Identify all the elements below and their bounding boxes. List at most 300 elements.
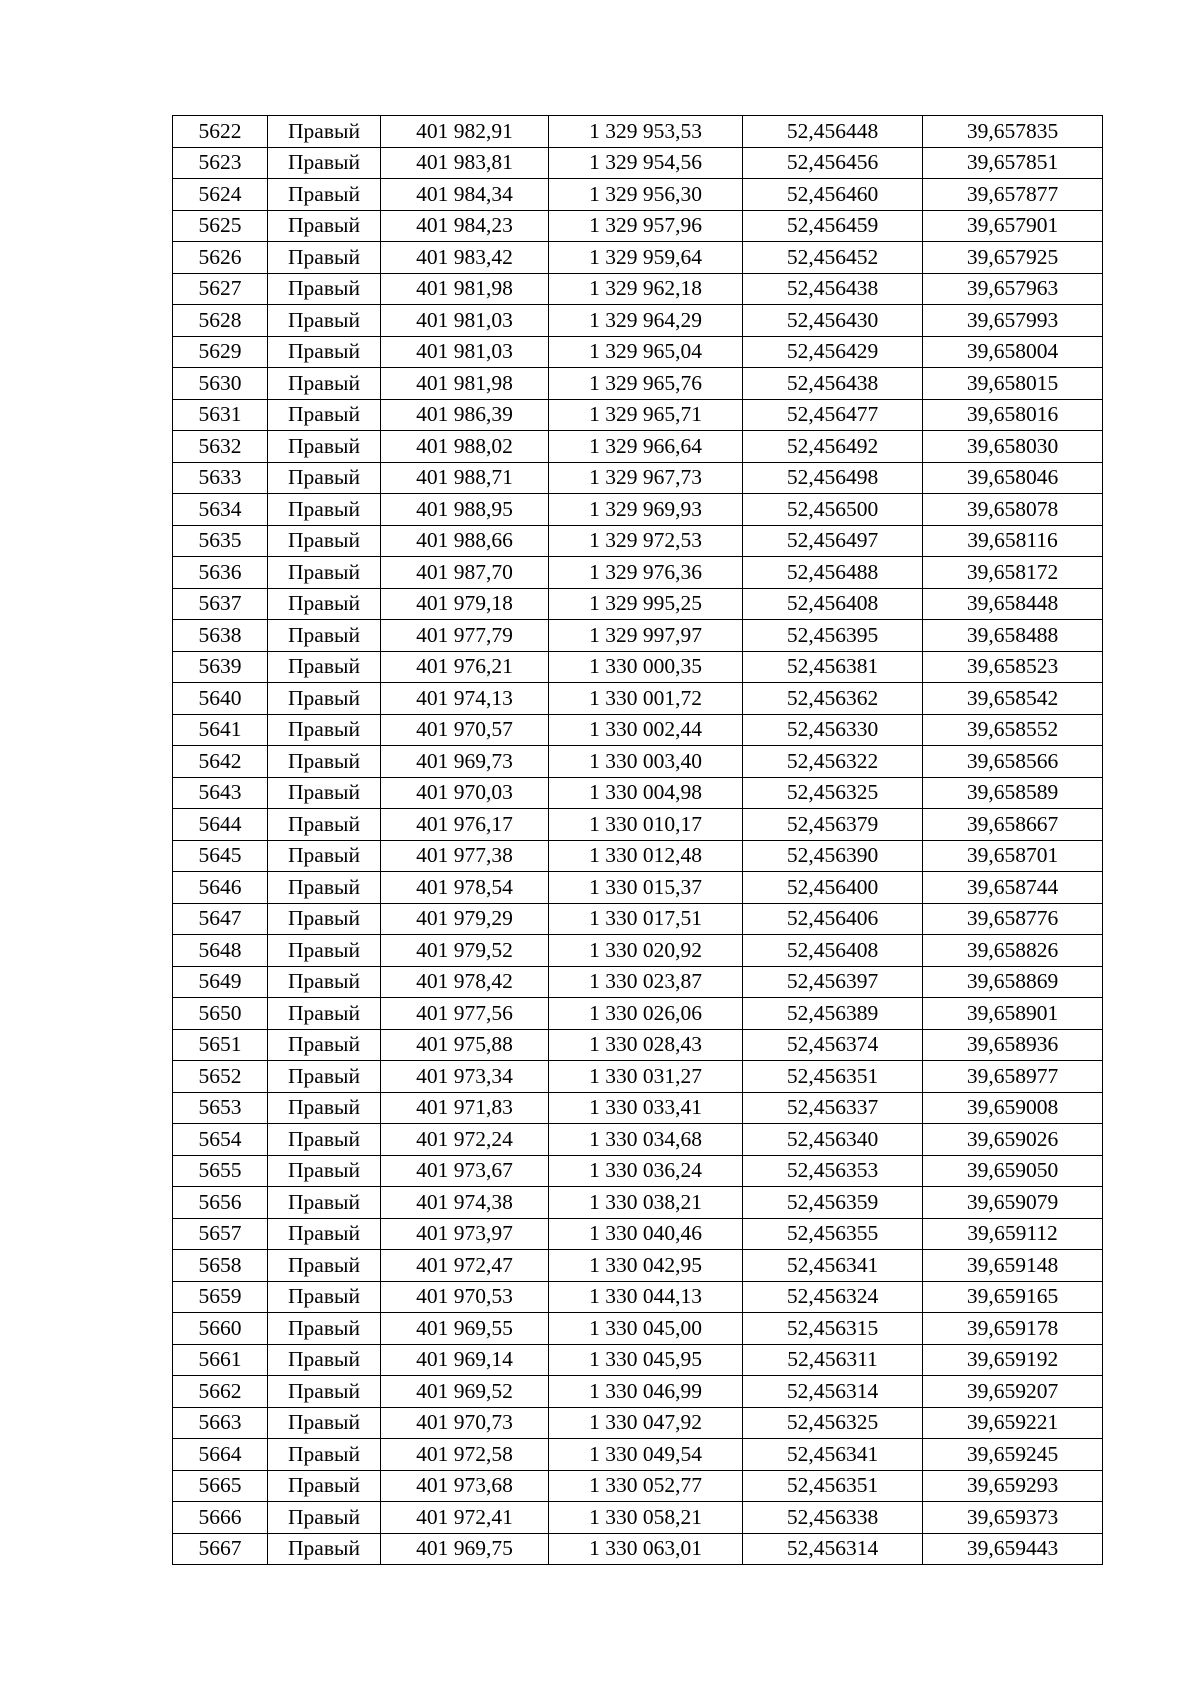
point-number-cell: 5628 bbox=[173, 305, 268, 337]
x-coordinate-cell: 401 971,83 bbox=[381, 1092, 549, 1124]
x-coordinate-cell: 401 977,56 bbox=[381, 998, 549, 1030]
table-row bbox=[173, 1533, 1103, 1565]
x-coordinate-cell: 401 970,73 bbox=[381, 1407, 549, 1439]
table-row bbox=[173, 116, 1103, 148]
side-cell: Правый bbox=[268, 399, 381, 431]
table-row bbox=[173, 1187, 1103, 1219]
table-row bbox=[173, 809, 1103, 841]
y-coordinate-cell: 1 330 028,43 bbox=[549, 1029, 743, 1061]
table-row bbox=[173, 935, 1103, 967]
longitude-cell: 39,657835 bbox=[923, 116, 1103, 148]
point-number-cell: 5625 bbox=[173, 210, 268, 242]
longitude-cell: 39,658542 bbox=[923, 683, 1103, 715]
side-cell: Правый bbox=[268, 1092, 381, 1124]
side-cell: Правый bbox=[268, 935, 381, 967]
latitude-cell: 52,456390 bbox=[743, 840, 923, 872]
latitude-cell: 52,456353 bbox=[743, 1155, 923, 1187]
latitude-cell: 52,456497 bbox=[743, 525, 923, 557]
side-cell: Правый bbox=[268, 620, 381, 652]
longitude-cell: 39,658030 bbox=[923, 431, 1103, 463]
x-coordinate-cell: 401 979,29 bbox=[381, 903, 549, 935]
latitude-cell: 52,456498 bbox=[743, 462, 923, 494]
y-coordinate-cell: 1 329 969,93 bbox=[549, 494, 743, 526]
table-row bbox=[173, 273, 1103, 305]
side-cell: Правый bbox=[268, 305, 381, 337]
y-coordinate-cell: 1 330 017,51 bbox=[549, 903, 743, 935]
table-row bbox=[173, 620, 1103, 652]
side-cell: Правый bbox=[268, 1376, 381, 1408]
x-coordinate-cell: 401 984,23 bbox=[381, 210, 549, 242]
longitude-cell: 39,658172 bbox=[923, 557, 1103, 589]
latitude-cell: 52,456355 bbox=[743, 1218, 923, 1250]
point-number-cell: 5662 bbox=[173, 1376, 268, 1408]
latitude-cell: 52,456460 bbox=[743, 179, 923, 211]
y-coordinate-cell: 1 330 001,72 bbox=[549, 683, 743, 715]
latitude-cell: 52,456315 bbox=[743, 1313, 923, 1345]
latitude-cell: 52,456362 bbox=[743, 683, 923, 715]
longitude-cell: 39,659207 bbox=[923, 1376, 1103, 1408]
longitude-cell: 39,659050 bbox=[923, 1155, 1103, 1187]
point-number-cell: 5651 bbox=[173, 1029, 268, 1061]
y-coordinate-cell: 1 329 995,25 bbox=[549, 588, 743, 620]
table-row bbox=[173, 746, 1103, 778]
side-cell: Правый bbox=[268, 777, 381, 809]
table-row bbox=[173, 1250, 1103, 1282]
y-coordinate-cell: 1 329 962,18 bbox=[549, 273, 743, 305]
y-coordinate-cell: 1 330 040,46 bbox=[549, 1218, 743, 1250]
table-row bbox=[173, 1281, 1103, 1313]
x-coordinate-cell: 401 984,34 bbox=[381, 179, 549, 211]
side-cell: Правый bbox=[268, 431, 381, 463]
x-coordinate-cell: 401 974,13 bbox=[381, 683, 549, 715]
y-coordinate-cell: 1 330 000,35 bbox=[549, 651, 743, 683]
latitude-cell: 52,456429 bbox=[743, 336, 923, 368]
x-coordinate-cell: 401 986,39 bbox=[381, 399, 549, 431]
latitude-cell: 52,456314 bbox=[743, 1376, 923, 1408]
longitude-cell: 39,659373 bbox=[923, 1502, 1103, 1534]
table-row bbox=[173, 1344, 1103, 1376]
side-cell: Правый bbox=[268, 1029, 381, 1061]
side-cell: Правый bbox=[268, 903, 381, 935]
latitude-cell: 52,456374 bbox=[743, 1029, 923, 1061]
point-number-cell: 5664 bbox=[173, 1439, 268, 1471]
point-number-cell: 5640 bbox=[173, 683, 268, 715]
side-cell: Правый bbox=[268, 210, 381, 242]
point-number-cell: 5646 bbox=[173, 872, 268, 904]
table-row bbox=[173, 210, 1103, 242]
point-number-cell: 5663 bbox=[173, 1407, 268, 1439]
x-coordinate-cell: 401 972,58 bbox=[381, 1439, 549, 1471]
x-coordinate-cell: 401 973,67 bbox=[381, 1155, 549, 1187]
x-coordinate-cell: 401 983,42 bbox=[381, 242, 549, 274]
side-cell: Правый bbox=[268, 1313, 381, 1345]
y-coordinate-cell: 1 329 966,64 bbox=[549, 431, 743, 463]
side-cell: Правый bbox=[268, 462, 381, 494]
latitude-cell: 52,456492 bbox=[743, 431, 923, 463]
x-coordinate-cell: 401 987,70 bbox=[381, 557, 549, 589]
latitude-cell: 52,456351 bbox=[743, 1061, 923, 1093]
table-row bbox=[173, 1124, 1103, 1156]
point-number-cell: 5656 bbox=[173, 1187, 268, 1219]
y-coordinate-cell: 1 330 020,92 bbox=[549, 935, 743, 967]
latitude-cell: 52,456322 bbox=[743, 746, 923, 778]
x-coordinate-cell: 401 988,95 bbox=[381, 494, 549, 526]
x-coordinate-cell: 401 970,53 bbox=[381, 1281, 549, 1313]
table-row bbox=[173, 1029, 1103, 1061]
point-number-cell: 5644 bbox=[173, 809, 268, 841]
x-coordinate-cell: 401 978,42 bbox=[381, 966, 549, 998]
latitude-cell: 52,456406 bbox=[743, 903, 923, 935]
y-coordinate-cell: 1 330 045,00 bbox=[549, 1313, 743, 1345]
table-row bbox=[173, 1439, 1103, 1471]
y-coordinate-cell: 1 330 026,06 bbox=[549, 998, 743, 1030]
y-coordinate-cell: 1 330 049,54 bbox=[549, 1439, 743, 1471]
table-row bbox=[173, 1155, 1103, 1187]
point-number-cell: 5624 bbox=[173, 179, 268, 211]
x-coordinate-cell: 401 983,81 bbox=[381, 147, 549, 179]
y-coordinate-cell: 1 330 034,68 bbox=[549, 1124, 743, 1156]
longitude-cell: 39,657925 bbox=[923, 242, 1103, 274]
coordinates-table bbox=[172, 115, 1103, 1565]
x-coordinate-cell: 401 969,52 bbox=[381, 1376, 549, 1408]
side-cell: Правый bbox=[268, 746, 381, 778]
side-cell: Правый bbox=[268, 557, 381, 589]
longitude-cell: 39,658826 bbox=[923, 935, 1103, 967]
side-cell: Правый bbox=[268, 1502, 381, 1534]
x-coordinate-cell: 401 969,14 bbox=[381, 1344, 549, 1376]
point-number-cell: 5649 bbox=[173, 966, 268, 998]
y-coordinate-cell: 1 329 953,53 bbox=[549, 116, 743, 148]
latitude-cell: 52,456397 bbox=[743, 966, 923, 998]
latitude-cell: 52,456330 bbox=[743, 714, 923, 746]
y-coordinate-cell: 1 329 954,56 bbox=[549, 147, 743, 179]
side-cell: Правый bbox=[268, 1061, 381, 1093]
point-number-cell: 5635 bbox=[173, 525, 268, 557]
table-row bbox=[173, 777, 1103, 809]
side-cell: Правый bbox=[268, 494, 381, 526]
point-number-cell: 5629 bbox=[173, 336, 268, 368]
y-coordinate-cell: 1 330 015,37 bbox=[549, 872, 743, 904]
point-number-cell: 5666 bbox=[173, 1502, 268, 1534]
longitude-cell: 39,658667 bbox=[923, 809, 1103, 841]
latitude-cell: 52,456408 bbox=[743, 588, 923, 620]
longitude-cell: 39,657877 bbox=[923, 179, 1103, 211]
longitude-cell: 39,659443 bbox=[923, 1533, 1103, 1565]
y-coordinate-cell: 1 330 033,41 bbox=[549, 1092, 743, 1124]
x-coordinate-cell: 401 981,03 bbox=[381, 336, 549, 368]
table-row bbox=[173, 494, 1103, 526]
longitude-cell: 39,658744 bbox=[923, 872, 1103, 904]
table-row bbox=[173, 1376, 1103, 1408]
point-number-cell: 5626 bbox=[173, 242, 268, 274]
longitude-cell: 39,658015 bbox=[923, 368, 1103, 400]
y-coordinate-cell: 1 329 965,04 bbox=[549, 336, 743, 368]
side-cell: Правый bbox=[268, 525, 381, 557]
y-coordinate-cell: 1 329 964,29 bbox=[549, 305, 743, 337]
side-cell: Правый bbox=[268, 1250, 381, 1282]
longitude-cell: 39,658901 bbox=[923, 998, 1103, 1030]
longitude-cell: 39,658016 bbox=[923, 399, 1103, 431]
y-coordinate-cell: 1 329 967,73 bbox=[549, 462, 743, 494]
x-coordinate-cell: 401 972,47 bbox=[381, 1250, 549, 1282]
side-cell: Правый bbox=[268, 1407, 381, 1439]
point-number-cell: 5641 bbox=[173, 714, 268, 746]
longitude-cell: 39,657901 bbox=[923, 210, 1103, 242]
table-row bbox=[173, 1313, 1103, 1345]
x-coordinate-cell: 401 979,52 bbox=[381, 935, 549, 967]
point-number-cell: 5645 bbox=[173, 840, 268, 872]
longitude-cell: 39,659079 bbox=[923, 1187, 1103, 1219]
longitude-cell: 39,657963 bbox=[923, 273, 1103, 305]
latitude-cell: 52,456325 bbox=[743, 777, 923, 809]
longitude-cell: 39,658566 bbox=[923, 746, 1103, 778]
point-number-cell: 5634 bbox=[173, 494, 268, 526]
table-row bbox=[173, 1470, 1103, 1502]
latitude-cell: 52,456359 bbox=[743, 1187, 923, 1219]
longitude-cell: 39,657993 bbox=[923, 305, 1103, 337]
longitude-cell: 39,658552 bbox=[923, 714, 1103, 746]
table-row bbox=[173, 336, 1103, 368]
longitude-cell: 39,659221 bbox=[923, 1407, 1103, 1439]
y-coordinate-cell: 1 330 052,77 bbox=[549, 1470, 743, 1502]
side-cell: Правый bbox=[268, 1439, 381, 1471]
table-row bbox=[173, 840, 1103, 872]
latitude-cell: 52,456311 bbox=[743, 1344, 923, 1376]
table-row bbox=[173, 903, 1103, 935]
x-coordinate-cell: 401 976,21 bbox=[381, 651, 549, 683]
table-body bbox=[173, 116, 1103, 1565]
side-cell: Правый bbox=[268, 1470, 381, 1502]
latitude-cell: 52,456408 bbox=[743, 935, 923, 967]
x-coordinate-cell: 401 970,57 bbox=[381, 714, 549, 746]
table-row bbox=[173, 1092, 1103, 1124]
table-row bbox=[173, 1407, 1103, 1439]
x-coordinate-cell: 401 973,68 bbox=[381, 1470, 549, 1502]
table-row bbox=[173, 147, 1103, 179]
side-cell: Правый bbox=[268, 714, 381, 746]
side-cell: Правый bbox=[268, 368, 381, 400]
x-coordinate-cell: 401 972,24 bbox=[381, 1124, 549, 1156]
table-row bbox=[173, 651, 1103, 683]
x-coordinate-cell: 401 973,97 bbox=[381, 1218, 549, 1250]
side-cell: Правый bbox=[268, 1155, 381, 1187]
longitude-cell: 39,658869 bbox=[923, 966, 1103, 998]
x-coordinate-cell: 401 973,34 bbox=[381, 1061, 549, 1093]
y-coordinate-cell: 1 330 010,17 bbox=[549, 809, 743, 841]
x-coordinate-cell: 401 981,98 bbox=[381, 368, 549, 400]
side-cell: Правый bbox=[268, 1281, 381, 1313]
latitude-cell: 52,456351 bbox=[743, 1470, 923, 1502]
y-coordinate-cell: 1 330 031,27 bbox=[549, 1061, 743, 1093]
point-number-cell: 5660 bbox=[173, 1313, 268, 1345]
longitude-cell: 39,658004 bbox=[923, 336, 1103, 368]
point-number-cell: 5654 bbox=[173, 1124, 268, 1156]
longitude-cell: 39,658046 bbox=[923, 462, 1103, 494]
x-coordinate-cell: 401 969,73 bbox=[381, 746, 549, 778]
latitude-cell: 52,456381 bbox=[743, 651, 923, 683]
x-coordinate-cell: 401 977,79 bbox=[381, 620, 549, 652]
longitude-cell: 39,659008 bbox=[923, 1092, 1103, 1124]
y-coordinate-cell: 1 330 038,21 bbox=[549, 1187, 743, 1219]
point-number-cell: 5622 bbox=[173, 116, 268, 148]
point-number-cell: 5657 bbox=[173, 1218, 268, 1250]
latitude-cell: 52,456337 bbox=[743, 1092, 923, 1124]
longitude-cell: 39,659112 bbox=[923, 1218, 1103, 1250]
table-row bbox=[173, 872, 1103, 904]
y-coordinate-cell: 1 330 036,24 bbox=[549, 1155, 743, 1187]
point-number-cell: 5650 bbox=[173, 998, 268, 1030]
latitude-cell: 52,456341 bbox=[743, 1439, 923, 1471]
y-coordinate-cell: 1 330 058,21 bbox=[549, 1502, 743, 1534]
point-number-cell: 5665 bbox=[173, 1470, 268, 1502]
point-number-cell: 5642 bbox=[173, 746, 268, 778]
latitude-cell: 52,456341 bbox=[743, 1250, 923, 1282]
point-number-cell: 5643 bbox=[173, 777, 268, 809]
x-coordinate-cell: 401 981,03 bbox=[381, 305, 549, 337]
longitude-cell: 39,658523 bbox=[923, 651, 1103, 683]
point-number-cell: 5627 bbox=[173, 273, 268, 305]
side-cell: Правый bbox=[268, 242, 381, 274]
table-row bbox=[173, 998, 1103, 1030]
point-number-cell: 5639 bbox=[173, 651, 268, 683]
latitude-cell: 52,456338 bbox=[743, 1502, 923, 1534]
point-number-cell: 5637 bbox=[173, 588, 268, 620]
x-coordinate-cell: 401 974,38 bbox=[381, 1187, 549, 1219]
point-number-cell: 5630 bbox=[173, 368, 268, 400]
side-cell: Правый bbox=[268, 588, 381, 620]
latitude-cell: 52,456456 bbox=[743, 147, 923, 179]
latitude-cell: 52,456500 bbox=[743, 494, 923, 526]
y-coordinate-cell: 1 330 044,13 bbox=[549, 1281, 743, 1313]
y-coordinate-cell: 1 329 997,97 bbox=[549, 620, 743, 652]
y-coordinate-cell: 1 329 957,96 bbox=[549, 210, 743, 242]
table-row bbox=[173, 179, 1103, 211]
side-cell: Правый bbox=[268, 1218, 381, 1250]
point-number-cell: 5653 bbox=[173, 1092, 268, 1124]
point-number-cell: 5636 bbox=[173, 557, 268, 589]
latitude-cell: 52,456448 bbox=[743, 116, 923, 148]
side-cell: Правый bbox=[268, 998, 381, 1030]
x-coordinate-cell: 401 988,71 bbox=[381, 462, 549, 494]
table-row bbox=[173, 683, 1103, 715]
table-row bbox=[173, 368, 1103, 400]
x-coordinate-cell: 401 969,75 bbox=[381, 1533, 549, 1565]
side-cell: Правый bbox=[268, 1344, 381, 1376]
latitude-cell: 52,456389 bbox=[743, 998, 923, 1030]
point-number-cell: 5633 bbox=[173, 462, 268, 494]
x-coordinate-cell: 401 976,17 bbox=[381, 809, 549, 841]
table-row bbox=[173, 431, 1103, 463]
longitude-cell: 39,658448 bbox=[923, 588, 1103, 620]
table-row bbox=[173, 462, 1103, 494]
side-cell: Правый bbox=[268, 966, 381, 998]
table-row bbox=[173, 242, 1103, 274]
y-coordinate-cell: 1 329 965,76 bbox=[549, 368, 743, 400]
x-coordinate-cell: 401 969,55 bbox=[381, 1313, 549, 1345]
latitude-cell: 52,456314 bbox=[743, 1533, 923, 1565]
latitude-cell: 52,456325 bbox=[743, 1407, 923, 1439]
y-coordinate-cell: 1 330 063,01 bbox=[549, 1533, 743, 1565]
point-number-cell: 5655 bbox=[173, 1155, 268, 1187]
longitude-cell: 39,659165 bbox=[923, 1281, 1103, 1313]
x-coordinate-cell: 401 977,38 bbox=[381, 840, 549, 872]
x-coordinate-cell: 401 975,88 bbox=[381, 1029, 549, 1061]
x-coordinate-cell: 401 988,02 bbox=[381, 431, 549, 463]
side-cell: Правый bbox=[268, 1533, 381, 1565]
table-row bbox=[173, 399, 1103, 431]
y-coordinate-cell: 1 329 956,30 bbox=[549, 179, 743, 211]
latitude-cell: 52,456438 bbox=[743, 368, 923, 400]
side-cell: Правый bbox=[268, 147, 381, 179]
latitude-cell: 52,456438 bbox=[743, 273, 923, 305]
latitude-cell: 52,456452 bbox=[743, 242, 923, 274]
y-coordinate-cell: 1 330 004,98 bbox=[549, 777, 743, 809]
point-number-cell: 5652 bbox=[173, 1061, 268, 1093]
table-row bbox=[173, 1061, 1103, 1093]
point-number-cell: 5632 bbox=[173, 431, 268, 463]
y-coordinate-cell: 1 329 965,71 bbox=[549, 399, 743, 431]
latitude-cell: 52,456400 bbox=[743, 872, 923, 904]
longitude-cell: 39,658776 bbox=[923, 903, 1103, 935]
longitude-cell: 39,659192 bbox=[923, 1344, 1103, 1376]
latitude-cell: 52,456324 bbox=[743, 1281, 923, 1313]
table-row bbox=[173, 525, 1103, 557]
side-cell: Правый bbox=[268, 872, 381, 904]
x-coordinate-cell: 401 979,18 bbox=[381, 588, 549, 620]
longitude-cell: 39,659245 bbox=[923, 1439, 1103, 1471]
table-row bbox=[173, 557, 1103, 589]
x-coordinate-cell: 401 970,03 bbox=[381, 777, 549, 809]
longitude-cell: 39,659148 bbox=[923, 1250, 1103, 1282]
side-cell: Правый bbox=[268, 1187, 381, 1219]
point-number-cell: 5658 bbox=[173, 1250, 268, 1282]
point-number-cell: 5667 bbox=[173, 1533, 268, 1565]
table-row bbox=[173, 305, 1103, 337]
point-number-cell: 5661 bbox=[173, 1344, 268, 1376]
table-row bbox=[173, 714, 1103, 746]
y-coordinate-cell: 1 330 045,95 bbox=[549, 1344, 743, 1376]
longitude-cell: 39,658589 bbox=[923, 777, 1103, 809]
latitude-cell: 52,456488 bbox=[743, 557, 923, 589]
table-row bbox=[173, 1218, 1103, 1250]
longitude-cell: 39,658936 bbox=[923, 1029, 1103, 1061]
longitude-cell: 39,659026 bbox=[923, 1124, 1103, 1156]
point-number-cell: 5648 bbox=[173, 935, 268, 967]
y-coordinate-cell: 1 330 002,44 bbox=[549, 714, 743, 746]
x-coordinate-cell: 401 972,41 bbox=[381, 1502, 549, 1534]
table-row bbox=[173, 588, 1103, 620]
table-row bbox=[173, 966, 1103, 998]
x-coordinate-cell: 401 978,54 bbox=[381, 872, 549, 904]
y-coordinate-cell: 1 329 972,53 bbox=[549, 525, 743, 557]
latitude-cell: 52,456477 bbox=[743, 399, 923, 431]
x-coordinate-cell: 401 982,91 bbox=[381, 116, 549, 148]
y-coordinate-cell: 1 330 003,40 bbox=[549, 746, 743, 778]
point-number-cell: 5631 bbox=[173, 399, 268, 431]
point-number-cell: 5623 bbox=[173, 147, 268, 179]
y-coordinate-cell: 1 330 012,48 bbox=[549, 840, 743, 872]
longitude-cell: 39,658977 bbox=[923, 1061, 1103, 1093]
latitude-cell: 52,456459 bbox=[743, 210, 923, 242]
longitude-cell: 39,657851 bbox=[923, 147, 1103, 179]
latitude-cell: 52,456379 bbox=[743, 809, 923, 841]
y-coordinate-cell: 1 330 047,92 bbox=[549, 1407, 743, 1439]
side-cell: Правый bbox=[268, 651, 381, 683]
x-coordinate-cell: 401 981,98 bbox=[381, 273, 549, 305]
side-cell: Правый bbox=[268, 840, 381, 872]
side-cell: Правый bbox=[268, 683, 381, 715]
table-row bbox=[173, 1502, 1103, 1534]
